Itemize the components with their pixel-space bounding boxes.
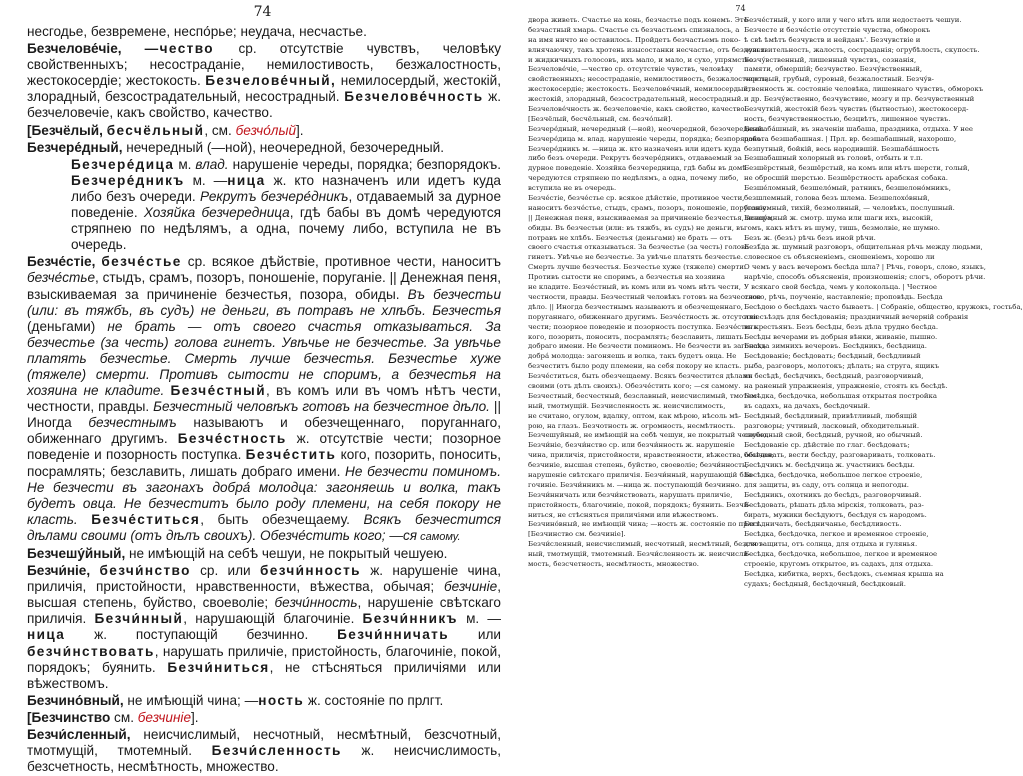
scan-text-line: ный, тмотмущій, тмотемный. Безчи́сленность ж. неисчисли- — [528, 550, 751, 559]
dictionary-entry — [27, 140, 501, 156]
scan-text-line: гинетъ. Увѣчье не безчестье. За увѣчье платять безчестье. — [528, 253, 743, 262]
headword: Безчере́дный, — [27, 139, 127, 155]
scan-text-line: безшумный, тихій, безмолвный, — человѣкъ, послушный. — [744, 203, 955, 212]
scan-text-line: пристойность, благочиніе, покой, порядокъ; буянить. Безчи́- — [528, 500, 751, 509]
entry-text: нарушеніе череды, порядка; безпорядокъ. — [232, 156, 501, 172]
scan-text-line: ный, тмотмущій. Безчисленность ж. неисчислимость, — [528, 401, 726, 410]
scan-text-line: чести; позорное поведеніе и позорность поступка. Безче́стить — [528, 322, 757, 331]
scan-text-line: Бесѣдничать, бесѣдничанье, бесѣдливость. — [744, 520, 902, 529]
scan-text-line: рою, на глазъ. Безчотность ж. огромность, несмѣтность. — [528, 421, 736, 430]
scan-text-line: жестокій, злорадный, безсострадательный, несострадный. — [528, 95, 744, 104]
scan-text-line: работа безшабашная. | Прл. вр. безшабашный, нахорошо, — [744, 134, 957, 143]
entry-text: кого, позорить, поносить, посрамлять; безславить, лишать добраго имени. — [27, 447, 501, 479]
scan-text-line: Безше́ломный, безшело́мый, ратникъ, безшелоно́мникъ, — [744, 184, 951, 193]
scan-text-line: Безшу́мный ж. смотр. шума или шаги ихъ, высокій, — [744, 213, 933, 222]
scan-text-line: слово, рѣчь, поученіе, наставленіе; проповѣдь. Бесѣда — [744, 292, 943, 301]
dictionary-entry — [27, 41, 501, 121]
scan-text-line: Безчелове́чіе, —чество ср. отсутствіе чувствъ, человѣку — [528, 65, 734, 74]
entry-text: , нарушающій благочиніе. — [183, 611, 363, 627]
entry-text: м. — — [184, 172, 228, 188]
scan-text-line: честности, правды. Безчестный человѣкъ готовъ на безчестное — [528, 292, 762, 301]
scan-text-line: въ бесѣдѣ, бесѣдчикъ, бесѣдный, разговорчивый, — [744, 372, 924, 381]
scan-text-line: чувствительность, жалость, состраданія; огрубѣлость, скупость. — [744, 45, 980, 54]
entry-text: нечередный (—ной), неочередной, безочередный. — [126, 139, 444, 155]
scan-text-line: вступила не въ очередь. — [528, 184, 617, 193]
scan-text-line: Бесѣдованіе; бесѣдовать; бесѣдный, бесѣдливый — [744, 352, 921, 361]
entry-text: , стыдъ, срамъ, позоръ, поношеніе, поруганіе. || Денежная пеня, взыскиваемая за причиненіе безчестья, позора, обиды. — [27, 270, 501, 302]
scan-text-line: Бесѣда зимнихъ вечеровъ. Бесѣдникъ, бесѣдница. — [744, 342, 927, 351]
entry-text: Безчестный человѣкъ готовъ на безчестное дѣло. — [153, 399, 490, 415]
scan-text-line: Бесѣды вечерами въ добрыя вѣнки, живаніе, пышно. — [744, 332, 938, 341]
headword: Безчи́сленность — [211, 743, 342, 759]
headword: Безче́стность — [177, 431, 287, 447]
headword: Безчелове́чность — [344, 89, 484, 105]
headword: [Безчёлый, — [27, 122, 107, 138]
scan-text-line: въ крестьянъ. Безъ бесѣды, безъ дѣла трудно бесѣда. — [744, 322, 939, 331]
entry-text: ]. — [191, 709, 199, 725]
scan-text-line: не обросшій шерстью. Безшёрстность арабская собака. — [744, 174, 948, 183]
scan-column-right — [744, 16, 1023, 590]
scan-text-line: и жидкичныхъ голосовъ, ихъ мало, и мало, и сухо, упрямство. — [528, 55, 756, 64]
headword: безче́стье — [101, 254, 182, 270]
transcription-column — [0, 0, 508, 774]
headword: безчи́нство — [99, 563, 191, 579]
entry-text: , гдѣ бабы въ домѣ чередуются стряпнею по недѣлямъ, а одна, почему либо, вступила не въ очередь. — [71, 205, 501, 253]
scan-text-line: Бесѣдка, бесѣдочка, небольшая открытая постройка — [744, 391, 937, 400]
scan-text-line: мость, безсчетность, несмѣтность, множество. — [528, 559, 699, 568]
entry-text: м. — — [457, 611, 501, 627]
headword: Безчино́вный, — [27, 692, 128, 708]
dictionary-subentry — [27, 157, 501, 254]
entry-text: Рекрутъ безчере́дникъ — [199, 188, 349, 204]
scan-text-line: разговоры; учтивый, ласковый, обходительный. — [744, 421, 920, 430]
scan-text-line: обиды. Въ безчестьи (или: въ тяжбъ, въ судъ) не деньги, въ — [528, 223, 745, 232]
scan-text-line: безчеститъ было роду племени, на себя покору не класть. — [528, 362, 742, 371]
headword: [Безчинство — [27, 709, 115, 725]
entry-text: несгодье, безвремене, неспо́рье; неудача, несчастье. — [27, 24, 367, 39]
headword: Безчи́нничать — [337, 627, 449, 643]
cross-reference-link[interactable]: безчо́лый — [235, 122, 297, 138]
entry-text: , см. — [204, 122, 236, 138]
dictionary-entry — [27, 710, 501, 726]
scan-text-line: ность, безчувственностью, безцвѣтъ, лишенное чувствъ. — [744, 114, 951, 123]
scan-text-line: словесное съ объясненіемъ, сношеніемъ, хорошо ли — [744, 253, 935, 262]
scan-text-line: на раненый упражненія, упражненіе, стоять къ бесѣдѣ. — [744, 381, 948, 390]
entry-text: (деньгами) — [27, 318, 108, 334]
scan-text-line: строеніе, кругомъ открытое, въ садахъ, для отдыха. — [744, 559, 934, 568]
scan-text-line: ниться, не стѣсняться приличіями или вѣжествомъ. — [528, 510, 719, 519]
scan-text-line: судахъ; бесѣдный, бесѣдочный, бесѣдковый. — [744, 579, 906, 588]
scan-text-line: Бесѣдка, бесѣдочка, легкое и временное строеніе, — [744, 530, 929, 539]
scan-text-line: У всякаго свой бесѣда, чемъ у колокольца. | Честное — [744, 283, 937, 292]
entry-text: Всякъ безчестится дѣлами своими (отъ дѣлъ своихъ). Обезче́стить кого; —ся — [27, 511, 501, 543]
scan-text-line: Безче́ститься, быть обезчещаему. Всякъ безчестится дѣлами — [528, 372, 753, 381]
scan-text-line: безшлемный, голова безъ шлема. Безшелохо́вный, — [744, 194, 930, 203]
scan-text-line: памяти, обмершій; безчувство. Безчу́вственный, — [744, 65, 923, 74]
scan-text-line: и др. Безчу́вственно, безчувствие, мозгу и пр. безчувственный — [744, 95, 975, 104]
entry-text: ж. нарушеніе чина, приличія, пристойности, нравственности, вѣжества, обычая; — [27, 563, 501, 595]
scan-text-line: своими (отъ дѣлъ своихъ). Обезче́стить кого; —ся самому. — [528, 381, 741, 390]
entry-text: , отдаваемый за дурное поведеніе. — [71, 188, 501, 221]
entry-text: не имѣющій на себѣ чешуи, не покрытый чешуею. — [129, 546, 448, 561]
entry-text: ср. всякое дѣйствіе, противное чести, наноситъ — [181, 254, 501, 270]
entry-text: безчестнымъ — [88, 415, 177, 431]
headword: Безче́стный — [170, 383, 266, 399]
scan-text-line: поруганнаго, обиженнаго другимъ. Безче́стность ж. отсутствіе — [528, 312, 760, 321]
scan-column-left — [528, 16, 774, 570]
scan-text-line: Безчестный, бесчестный, безславный, неисчислимый, тмотем- — [528, 391, 759, 400]
entry-text: ж. кто назначенъ или идетъ куда либо безъ очереди. — [71, 172, 501, 204]
headword: Безче́стіе, — [27, 254, 102, 270]
scan-text-line: О чемъ у васъ вечеромъ бесѣда шла? | Рѣчь, говоръ, слово, языкъ, — [744, 263, 986, 272]
entry-text: см. — [114, 709, 138, 725]
headword: Безчи́сленный, — [27, 727, 144, 743]
scan-text-line: чередуются стряпнею по недѣлямъ, а одна, почему либо, — [528, 174, 739, 183]
entry-text: ср. или — [190, 563, 260, 579]
scan-text-line: ственность ж. состояніе человѣка, лишеннаго чувствъ, обморокъ — [744, 85, 984, 94]
scan-text-line: добраго имени. Не безчести поминомъ. Не безчести въ загонахъ — [528, 342, 766, 351]
scan-text-line: влнячаючку, такъ хротень изысостанки несчастье, отъ бездолья. — [528, 45, 767, 54]
headword: ность — [258, 692, 305, 708]
dictionary-entry — [27, 563, 501, 692]
scan-text-line: ѣ свѣ ѣмѣтъ безчувств и нейданъ'. Безчувствіе и — [744, 35, 921, 44]
entry-text: ж. поступающій безчинно. — [65, 627, 338, 643]
scan-text-line: безчиніе, высшая степень, буйство, своеволіе; безчи́нность, — [528, 461, 748, 470]
scan-text-line: потравъ не хлѣбъ. Безчестья (деньгами) не брать — отъ — [528, 233, 732, 242]
headword: Безче́ститься — [91, 511, 201, 527]
dictionary-entries — [27, 24, 501, 776]
scan-text-line: нарушеніе свѣтскаго приличія. Безчи́нный, нарушающій бла- — [528, 470, 755, 479]
scan-text-line: своего счастья отказываться. За безчестье (за честь) голова — [528, 243, 750, 252]
scan-text-line: Бесѣдчикъ м. бесѣдчица ж. участникъ бесѣды. — [744, 461, 915, 470]
scan-text-line: Бесѣдникъ, охотникъ до бесѣдъ, разговорчивый. — [744, 490, 922, 499]
scan-text-line: Безъ ж. (безъ) рѣчь безъ иной рѣчи. — [744, 233, 876, 242]
scan-page-number: 74 — [735, 4, 746, 13]
scan-text-line: для защиты, отъ солнца, для отдыха и гулянья. — [744, 540, 918, 549]
entry-text: , въ комъ или въ чомъ нѣтъ чести, честности, правды. — [27, 383, 501, 415]
scan-text-line: кого, позорить, поносить, посрамлять; безславить, лишать — [528, 332, 744, 341]
entry-text: ]. — [296, 122, 304, 138]
entry-text: влад. — [195, 156, 233, 172]
scan-text-line: гомъ, какъ нѣтъ въ шуму, тишь, безмолвіе, не шумно. — [744, 223, 940, 232]
headword: безчи́нность — [259, 563, 361, 579]
entry-text: ж. безчеловечіе, какъ свойство, качество. — [27, 89, 501, 121]
entry-text: , быть обезчещаему. — [200, 511, 364, 527]
headword: Безчи́ніе, — [27, 563, 100, 579]
headword: Безчи́ниться — [167, 659, 270, 675]
scan-text-line: въ садахъ, на дачахъ, бесѣдочный. — [744, 401, 871, 410]
entry-text: м. — [174, 156, 196, 172]
scan-text-line: свойственныхъ; несостраданіе, немилостивость, безжалостность, — [528, 75, 769, 84]
scan-text-line: добра́ молодца: загоняешь и волка, такъ будетъ овца. Не — [528, 352, 737, 361]
dictionary-entry — [27, 254, 501, 545]
scan-text-line: Безче́стіе, безче́стье ср. всякое дѣйствіе, противное чести, — [528, 194, 745, 203]
entry-text: безчиніе — [443, 579, 498, 595]
headword: ница — [27, 627, 66, 643]
scan-text-line: [Безчёлый, бесчёльный, см. безчо́лый]. — [528, 114, 673, 123]
dictionary-entry — [27, 693, 501, 709]
entry-text: немилосердый, жестокій, злорадный, безсострадательный, несострадный. — [27, 73, 501, 105]
scan-text-line: Бесѣдою о бесѣдахъ часто бываетъ. | Собраніе, общество, кружокъ, гостьба, — [744, 302, 1023, 311]
scan-text-line: Безчи́сленный, неисчислимый, несчотный, несмѣтный, безсчот- — [528, 540, 765, 549]
headword: ница — [227, 172, 266, 188]
entry-text: не имѣющій чина; — — [127, 692, 259, 708]
scan-text-line: рыба, разговоръ, молотокъ; дѣлать; на струга, ящикъ — [744, 362, 940, 371]
scan-text-line: Безчере́дный, нечередный (—ной), неочередной, безочередный. — [528, 124, 765, 133]
scan-text-line: Безче́стный, у кого или у чего нѣтъ или недостаетъ чешуи. — [744, 16, 962, 24]
entry-text: не брать — отъ своего счастья отказываться. За безчестье (за честь) голова гинетъ. Увѣчье не безчестье. За увѣчье платять безчестье. Смерть лучше безчестья. Безчестье хуже (тяжеле) смерти. Противъ сытости не споримъ, а безчестья на хозяина не кладите. — [27, 318, 501, 399]
scan-text-line: двора живеть. Счастье на конь, безчастье подъ конемъ. Это — [528, 16, 748, 24]
headword: —чество — [144, 41, 239, 57]
scan-text-line: гочиніе. Безчи́нникъ м. —ница ж. поступающій безчинно. — [528, 480, 742, 489]
entry-text: безче́стье — [27, 270, 96, 286]
headword: бесчёльный — [106, 122, 205, 138]
entry-text: Хозяйка безчередница — [143, 205, 290, 221]
headword: Безчи́нникъ — [362, 611, 458, 627]
scan-text-line: Безчи́нничать или безчи́нствовать, нарушать приличіе, — [528, 490, 733, 499]
entry-text: или — [449, 627, 501, 643]
scan-text-line: Безчи́ніе, безчи́нство ср. или безчи́нность ж. нарушеніе — [528, 441, 735, 450]
entry-text: самому. — [417, 530, 461, 543]
scan-text-line: || Денежная пеня, взыскиваемая за причиненіе безчестья, позора, — [528, 213, 774, 222]
entry-text: ж. состояніе по прлгт. — [304, 692, 444, 708]
scan-text-line: Безшёрстный, безшёрстый, на комъ или нѣтъ шерсти, голый, — [744, 164, 970, 173]
entry-text: называютъ и обезчещеннаго, поруганнаго, обиженнаго другимъ. — [27, 415, 501, 447]
headword: Безчелове́чный, — [205, 73, 337, 89]
scan-text-line: черствый, грубый, суровый, безжалостный. Безчу́в- — [744, 75, 934, 84]
scan-text-line: Противъ сытости не споримъ, а безчестья на хозяина — [528, 273, 725, 282]
scan-text-line: Безчино́вный, не имѣющій чина; —ность ж. состояніе по прлгт. — [528, 520, 762, 529]
entry-text: ж. неисчислимость, безсчетность, несмѣтность, множество. — [27, 743, 501, 775]
scan-text-line: чина, приличія, пристойности, нравственности, вѣжества, обычая; — [528, 451, 774, 460]
scan-text-line: Бесѣдка, бесѣдочка, небольшое, легкое и временное — [744, 550, 938, 559]
headword: Безчере́дникъ — [71, 172, 185, 188]
headword: Безчере́дица — [71, 156, 175, 172]
scan-text-line: Бесѣдный, бесѣдливый, привѣтливый, любящій — [744, 411, 918, 420]
scan-text-line: Безѣ́да ж. шумный разговоръ, общительная рѣчь между людьми, — [744, 243, 983, 252]
scan-text-line: либо безъ очереди. Рекрутъ безчере́дникъ, отдаваемый за — [528, 154, 742, 163]
page-number: 74 — [253, 4, 272, 20]
scan-text-line: Бесѣдованіе ср. дѣйствіе по глаг. бесѣдовать; — [744, 441, 910, 450]
entry-text: ж. отсутствіе чести; позорное поведеніе и позорность поступка. — [27, 431, 501, 463]
scan-text-line: бесѣдовать, вести бесѣду, разговаривать, толковать. — [744, 451, 936, 460]
scan-text-line: Смерть лучше безчестья. Безчестье хуже (тяжеле) смерти. — [528, 263, 746, 272]
entry-text: Въ безчестьи (или: въ тяжбъ, въ судъ) не деньги, въ потравъ не хлѣбъ. Безчестья — [27, 286, 501, 318]
scan-text-line: наноситъ безче́стье, стыдъ, срамъ, позоръ, поношеніе, поруганіе. — [528, 203, 769, 212]
dictionary-entry — [27, 24, 501, 40]
scan-text-line: безпутный, бойкій, весь народившій. Безшаба́шность — [744, 144, 940, 153]
headword: Безчелове́чіе, — [27, 41, 145, 57]
scan-text-line: для защиты, въ саду, отъ солнца и непогоды. — [744, 480, 909, 489]
scan-text-line: не кладите. Безче́стный, въ комъ или въ чомъ нѣтъ чести, — [528, 283, 741, 292]
entry-text: безчи́нность — [274, 595, 358, 611]
scan-text-line: Безчу́вственный, лишенный чувствъ, сознанія, — [744, 55, 917, 64]
scan-text-line: Безчуткій, жестокій безъ чувствъ (бытностью), жестокосерд- — [744, 105, 969, 114]
dictionary-entry — [27, 546, 501, 562]
scan-text-line: свободный свой, бесѣдный, ручной, но обычный. — [744, 431, 923, 440]
scanned-page-image — [510, 0, 1023, 774]
scan-text-line: Безчере́дица м. влад. нарушеніе череды, порядка; безпорядокъ. — [528, 134, 764, 143]
headword: Безче́стить — [245, 447, 337, 463]
scan-text-line: Бесѣдка, бесѣдочка, небольшое легкое строеніе, — [744, 470, 923, 479]
scan-text-line: дѣло. || Иногда безчестнымъ называютъ и обезчещеннаго, — [528, 302, 743, 311]
entry-text: , высшая степень, буйство, своеволіе; — [27, 579, 501, 611]
scan-text-line: Безчесте и безче́стіе отсутствіе чувства, обморокъ — [744, 25, 931, 34]
entry-text: || Иногда — [27, 399, 501, 431]
dictionary-entry — [27, 123, 501, 139]
scan-text-line: или съѣздъ для бесѣдованія; праздничный вечерній собранія — [744, 312, 969, 321]
scan-text-line: бирать, мужики бесѣдуютъ, бесѣдуя съ народомъ. — [744, 510, 927, 519]
scan-text-line: не считано, огулом, вдалку, оптом, как мѣрою, нѣсоль мѣ- — [528, 411, 742, 420]
scan-text-line: безчастный хмарь. Счастье съ безчастьемъ спизналось, а — [528, 25, 740, 34]
dictionary-entry — [27, 727, 501, 775]
scan-text-line: Бесѣдовать, рѣшать дѣла мірскія, толковать, раз- — [744, 500, 924, 509]
scan-text-line: Безшабашный холорный въ головѣ, отбыть и т.п. — [744, 154, 923, 163]
entry-text: Не безчести поминомъ. Не безчести въ загонахъ добра́ молодца: загоняешь и волка, такъ будетъ овца. Не безчеститъ было роду племени, на себя покору не класть. — [27, 463, 501, 527]
scan-text-line: на имя ничто не оставилось. Пройдетъ безчастьемъ поко- — [528, 35, 741, 44]
headword: Безчи́нный — [94, 611, 184, 627]
scan-text-line: Бесѣдка, кибитка, верхъ, бесѣдокъ, съемная крыша на — [744, 569, 944, 578]
headword: безчи́нствовать — [27, 643, 155, 659]
scan-text-line: [Безчинство см. безчиніе]. — [528, 530, 626, 539]
scan-text-line: Безчешуйный, не имѣющій на себѣ чешуи, не покрытый чешуею. — [528, 431, 769, 440]
entry-text: , нарушать приличіе, пристойность, благочиніе, покой, порядокъ; буянить. — [27, 643, 501, 675]
cross-reference-link[interactable]: безчиніе — [137, 709, 192, 725]
scan-text-line: дурное поведеніе. Хозяйка безчередница, гдѣ бабы въ домѣ — [528, 164, 747, 173]
entry-text: неисчислимый, несчотный, несмѣтный, безсчотный, тмотмущій, тмотемный. — [27, 727, 501, 759]
entry-text: , нарушеніе свѣтскаго приличія. — [27, 595, 501, 627]
scan-text-line: Безчере́дникъ м. —ница ж. кто назначенъ или идетъ куда — [528, 144, 741, 153]
entry-text: ср. отсутствіе чувствъ, человѣку свойственныхъ; несостраданіе, немилостивость, безжалостность, жестокосердіе; жестокость. — [27, 41, 502, 89]
scan-text-line: Безчелове́чность ж. безчеловечіе, какъ свойство, качество. — [528, 105, 747, 114]
entry-text: , не стѣсняться приличіями или вѣжествомъ. — [27, 659, 501, 691]
scan-text-line: Безшаба́шный, въ значеніи шабаша, праздника, отдыха. У нее — [744, 124, 973, 133]
scan-text-line: жестокосердіе; жестокость. Безчелове́чный, немилосердый, — [528, 85, 751, 94]
scan-text-line: нарѣчіе, способъ объясненія, произношенія; слогъ, оборотъ рѣчи. — [744, 273, 986, 282]
headword: Безчешу́йный, — [27, 546, 129, 561]
